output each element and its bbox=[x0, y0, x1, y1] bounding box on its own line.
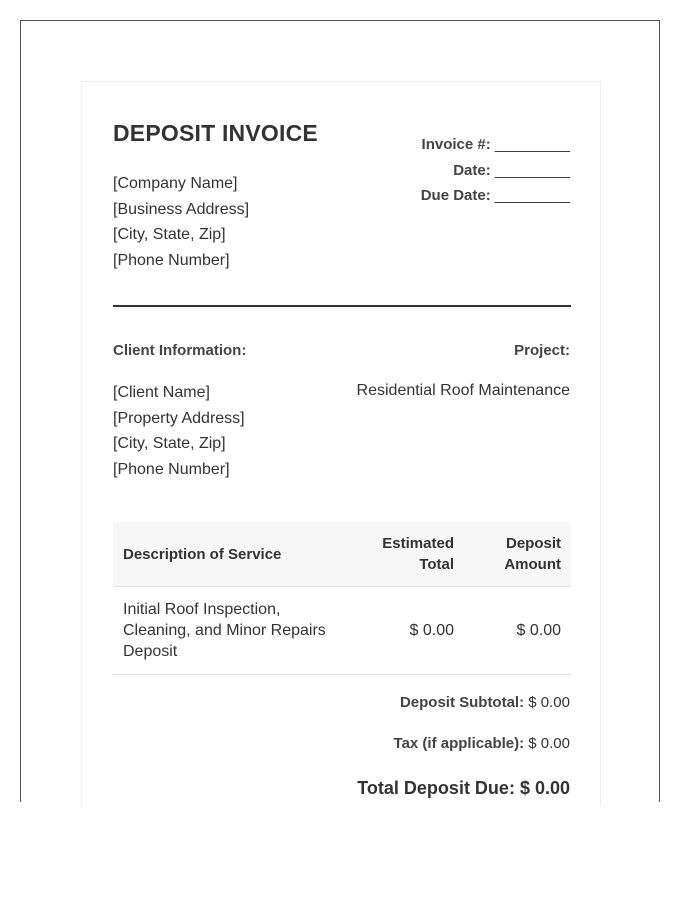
business-address: [Business Address] bbox=[113, 200, 250, 218]
client-info-heading: Client Information: bbox=[113, 342, 247, 359]
company-city-state-zip: [City, State, Zip] bbox=[113, 226, 226, 243]
due-date-row bbox=[421, 183, 570, 209]
invoice-card bbox=[81, 81, 601, 806]
company-block bbox=[113, 171, 249, 273]
col-header-estimated-total: Estimated Total bbox=[357, 522, 464, 587]
tax-label: Tax (if applicable): bbox=[393, 735, 525, 752]
client-city-state-zip: [City, State, Zip] bbox=[113, 435, 226, 452]
due-date-value: _________ bbox=[494, 187, 570, 204]
project-heading: Project: bbox=[514, 342, 570, 359]
col-header-deposit-amount: Deposit Amount bbox=[464, 522, 571, 587]
date-row bbox=[421, 158, 570, 184]
total-deposit-due-value: $ 0.00 bbox=[519, 778, 570, 798]
page-frame bbox=[20, 20, 660, 802]
company-name: [Company Name] bbox=[113, 175, 238, 192]
deposit-subtotal-label: Deposit Subtotal: bbox=[399, 694, 525, 711]
property-address: [Property Address] bbox=[113, 409, 245, 427]
tax-row bbox=[394, 735, 570, 752]
date-value: _________ bbox=[494, 161, 570, 179]
service-estimated-total: $ 0.00 bbox=[357, 587, 464, 675]
invoice-number-row bbox=[421, 132, 570, 158]
client-name: [Client Name] bbox=[113, 384, 210, 401]
total-deposit-due-row bbox=[357, 778, 570, 799]
services-table bbox=[113, 522, 571, 675]
invoice-number-value: _________ bbox=[494, 136, 570, 153]
col-header-description: Description of Service bbox=[113, 522, 357, 587]
service-description: Initial Roof Inspection, Cleaning, and Minor Repairs Deposit bbox=[113, 587, 357, 675]
total-deposit-due-label: Total Deposit Due: bbox=[357, 778, 515, 798]
client-phone: [Phone Number] bbox=[113, 460, 230, 478]
date-label: Date: bbox=[453, 161, 491, 179]
invoice-meta bbox=[421, 132, 570, 209]
deposit-subtotal-value: $ 0.00 bbox=[528, 694, 570, 711]
client-block bbox=[113, 380, 245, 482]
header-divider bbox=[113, 305, 571, 307]
table-header-row bbox=[113, 522, 571, 587]
company-phone: [Phone Number] bbox=[113, 251, 230, 269]
table-row bbox=[113, 587, 571, 675]
service-deposit-amount: $ 0.00 bbox=[464, 587, 571, 675]
deposit-subtotal-row bbox=[400, 694, 570, 711]
tax-value: $ 0.00 bbox=[528, 735, 570, 752]
due-date-label: Due Date: bbox=[420, 187, 491, 204]
invoice-title: DEPOSIT INVOICE bbox=[113, 120, 318, 146]
invoice-number-label: Invoice #: bbox=[421, 136, 491, 153]
project-value: Residential Roof Maintenance bbox=[356, 382, 570, 399]
